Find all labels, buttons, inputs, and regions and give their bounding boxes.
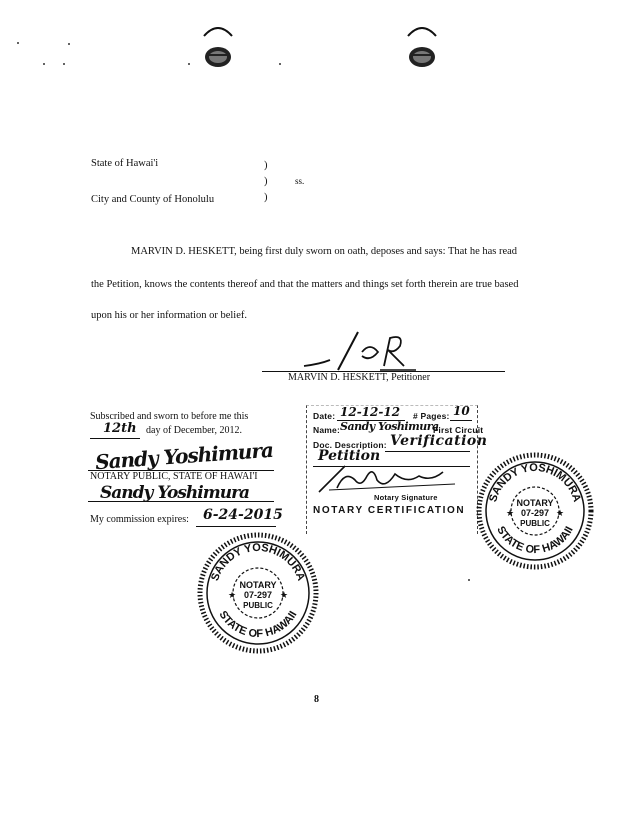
commission-date: 6-24-2015	[203, 507, 283, 523]
seal-bottom-number: 07-297	[243, 590, 273, 600]
seal-bottom-notary: NOTARY	[239, 580, 277, 590]
venue-paren: )	[264, 160, 268, 171]
page-number: 8	[314, 694, 319, 705]
affidavit-line-3: upon his or her information or belief.	[91, 310, 248, 321]
scan-speck	[17, 42, 19, 44]
notary-signature: Sandy Yoshimura	[94, 437, 274, 475]
seal-bottom-public: PUBLIC	[243, 601, 273, 610]
cert-footer: NOTARY CERTIFICATION	[313, 505, 466, 516]
venue-city: City and County of Honolulu	[91, 194, 215, 205]
seal-right-public: PUBLIC	[520, 519, 550, 528]
cert-signature-label: Notary Signature	[374, 493, 438, 502]
seal-right-state: STATE OF HAWAII	[494, 524, 576, 557]
cert-notary-signature	[315, 460, 465, 496]
commission-label: My commission expires:	[90, 514, 189, 525]
scan-speck	[468, 579, 470, 581]
cert-pages-label: # Pages:	[413, 411, 450, 421]
binder-hole-left-icon	[196, 20, 240, 70]
cert-pages-line	[450, 420, 472, 421]
notary-seal-right	[476, 452, 594, 570]
venue-paren: )	[264, 192, 268, 203]
star-icon: ★	[228, 590, 237, 600]
jurat-day: 12th	[103, 421, 137, 436]
jurat-day-line	[90, 438, 140, 439]
cert-doc-value: Verification	[390, 433, 488, 449]
venue-ss: ss.	[295, 176, 305, 186]
venue-paren: )	[264, 176, 268, 187]
scan-speck	[279, 63, 281, 65]
affidavit-line-1: MARVIN D. HESKETT, being first duly sworn on oath, deposes and says: That he has read	[131, 246, 518, 257]
scan-speck	[63, 63, 65, 65]
cert-date-label: Date:	[313, 411, 336, 421]
scan-speck	[43, 63, 45, 65]
notary-seal-bottom	[197, 532, 319, 654]
petitioner-signature	[300, 326, 420, 374]
cert-doc-value-2: Petition	[318, 448, 381, 464]
commission-date-line	[196, 526, 276, 527]
cert-doc-line	[385, 451, 470, 452]
cert-circuit: First Circuit	[433, 425, 484, 435]
seal-bottom-state: STATE OF HAWAII	[216, 608, 300, 641]
star-icon: ★	[506, 508, 515, 518]
seal-right-number: 07-297	[520, 508, 550, 518]
jurat-day-suffix: day of December, 2012.	[146, 425, 242, 436]
affidavit-line-2: the Petition, knows the contents thereof and that the matters and things set forth therein are true based	[91, 279, 519, 290]
cert-name-value: Sandy Yoshimura	[340, 420, 439, 433]
seal-bottom-name: SANDY YOSHIMURA	[209, 541, 307, 583]
star-icon: ★	[556, 508, 565, 518]
cert-date-value: 12-12-12	[340, 405, 401, 419]
jurat-subscribed: Subscribed and sworn to before me this	[90, 411, 249, 422]
cert-name-label: Name:	[313, 425, 340, 435]
venue-state: State of Hawai'i	[91, 158, 159, 169]
printed-name-line	[88, 501, 274, 502]
notary-printed-name: Sandy Yoshimura	[100, 483, 250, 503]
binder-hole-right-icon	[400, 20, 444, 70]
seal-right-notary: NOTARY	[516, 498, 554, 508]
scan-speck	[68, 43, 70, 45]
petitioner-name: MARVIN D. HESKETT, Petitioner	[288, 372, 431, 383]
star-icon: ★	[280, 590, 289, 600]
cert-pages-value: 10	[453, 404, 470, 418]
seal-right-name: SANDY YOSHIMURA	[487, 461, 583, 504]
scan-speck	[188, 63, 190, 65]
notary-title: NOTARY PUBLIC, STATE OF HAWAI'I	[90, 471, 258, 482]
cert-doc-label: Doc. Description:	[313, 440, 387, 450]
